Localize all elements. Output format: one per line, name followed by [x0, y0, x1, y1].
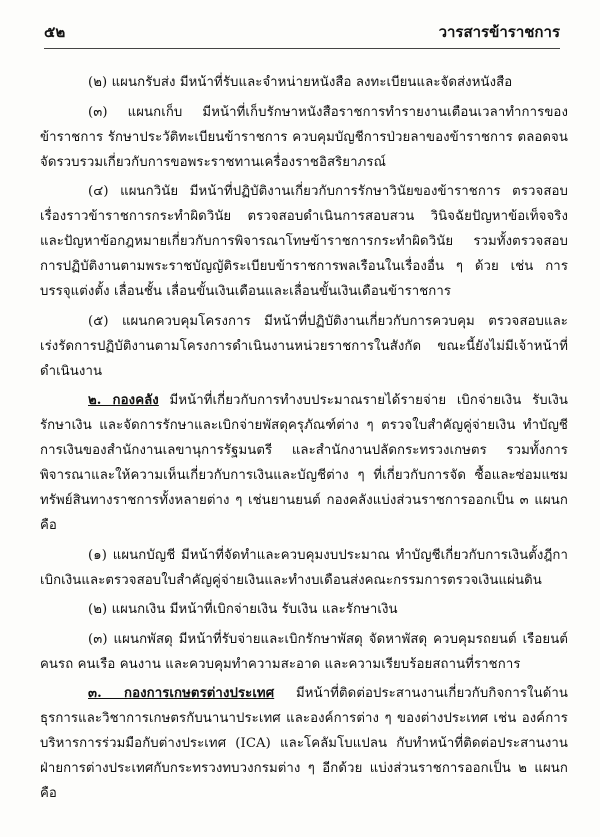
paragraph-text: (๕) แผนกควบคุมโครงการ มีหน้าที่ปฏิบัติงานเกี่ยวกับการควบคุม ตรวจสอบและเร่งรัดการปฏิบัติงานตามโครงการดำเนินงานหน่วยราชการในสังกัด ขณะนี้ยังไม่มีเจ้าหน้าที่ดำเนินงาน	[40, 313, 568, 379]
page-header	[44, 20, 560, 44]
paragraph-foreign-agriculture-division	[40, 681, 568, 806]
paragraph-discipline-section	[40, 179, 568, 304]
paragraph-text: มีหน้าที่ติดต่อประสานงานเกี่ยวกับกิจการในด้านธุรการและวิชาการเกษตรกับนานาประเทศ และองค์การต่าง ๆ ของต่างประเทศ เช่น องค์การบริหารการร่วมมือกับต่างประเทศ (ICA) และโคลัมโบแปลน กับทำหน้าที่ติดต่อประสานงานฝ่ายการต่างประเทศกับกระทรวงทบวงกรมต่าง ๆ อีกด้วย แบ่งส่วนราชการออกเป็น ๒ แผนก คือ	[40, 686, 568, 801]
paragraph-project-control-section	[40, 309, 568, 384]
paragraph-accounting-section	[40, 543, 568, 593]
paragraph-cash-section	[40, 597, 568, 622]
paragraph-text: มีหน้าที่เกี่ยวกับการทำงบประมาณรายได้รายจ่าย เบิกจ่ายเงิน รับเงิน รักษาเงิน และจัดการรักษาและเบิกจ่ายพัสดุครุภัณฑ์ต่าง ๆ ตรวจใบสำคัญคู่จ่ายเงิน ทำบัญชีการเงินของสำนักงานเลขานุการรัฐมนตรี และสำนักงานปลัดกระทรวงเกษตร รวมทั้งการพิจารณาและให้ความเห็นเกี่ยวกับการเงินและบัญชีต่าง ๆ ที่เกี่ยวกับการจัด ซื้อและซ่อมแซมทรัพย์สินทางราชการทั้งหลายต่าง ๆ เช่นยานยนต์ กองคลังแบ่งส่วนราชการออกเป็น ๓ แผนก คือ	[40, 393, 568, 533]
document-body	[40, 70, 568, 806]
page-number: ๕๒	[44, 23, 66, 41]
paragraph-supplies-section	[40, 627, 568, 677]
paragraph-text: (๑) แผนกบัญชี มีหน้าที่จัดทำและควบคุมงบประมาณ ทำบัญชีเกี่ยวกับการเงินตั้งฎีกาเบิกเงินและตรวจสอบใบสำคัญคู่จ่ายเงินและทำงบเดือนส่งคณะกรรมการตรวจเงินแผ่นดิน	[40, 547, 568, 588]
journal-title: วารสารข้าราชการ	[438, 23, 560, 41]
paragraph-text: (๓) แผนกเก็บ มีหน้าที่เก็บรักษาหนังสือราชการทำรายงานเตือนเวลาทำการของข้าราชการ รักษาประวัติทะเบียนข้าราชการ ควบคุมบัญชีการป่วยลาของข้าราชการ ตลอดจนจัดรวบรวมเกี่ยวกับการขอพระราชทานเครื่องราชอิสริยาภรณ์	[40, 104, 568, 170]
header-divider	[44, 48, 560, 49]
paragraph-text: (๒) แผนกรับส่ง มีหน้าที่รับและจำหน่ายหนังสือ ลงทะเบียนและจัดส่งหนังสือ	[88, 75, 513, 90]
paragraph-registry-dispatch	[40, 70, 568, 95]
paragraph-finance-division	[40, 388, 568, 538]
paragraph-records-section	[40, 100, 568, 175]
division-heading: ๒. กองคลัง	[88, 393, 159, 408]
paragraph-text: (๔) แผนกวินัย มีหน้าที่ปฏิบัติงานเกี่ยวกับการรักษาวินัยของข้าราชการ ตรวจสอบเรื่องราวข้าราชการกระทำผิดวินัย ตรวจสอบดำเนินการสอบสวน วินิจฉัยปัญหาข้อเท็จจริงและปัญหาข้อกฎหมายเกี่ยวกับการพิจารณาโทษข้าราชการกระทำผิดวินัย รวมทั้งตรวจสอบการปฏิบัติงานตามพระราชบัญญัติระเบียบข้าราชการพลเรือนในเรื่องอื่น ๆ ด้วย เช่น การบรรจุแต่งตั้ง เลื่อนชั้น เลื่อนขั้นเงินเดือนและเลื่อนขั้นเงินเดือนข้าราชการ	[40, 184, 568, 299]
paragraph-text: (๒) แผนกเงิน มีหน้าที่เบิกจ่ายเงิน รับเงิน และรักษาเงิน	[88, 602, 398, 617]
paragraph-text: (๓) แผนกพัสดุ มีหน้าที่รับจ่ายและเบิกรักษาพัสดุ จัดหาพัสดุ ควบคุมรถยนต์ เรือยนต์ คนรถ คนเรือ คนงาน และควบคุมทำความสะอาด และความเรียบร้อยสถานที่ราชการ	[40, 631, 568, 672]
division-heading: ๓. กองการเกษตรต่างประเทศ	[88, 686, 275, 701]
